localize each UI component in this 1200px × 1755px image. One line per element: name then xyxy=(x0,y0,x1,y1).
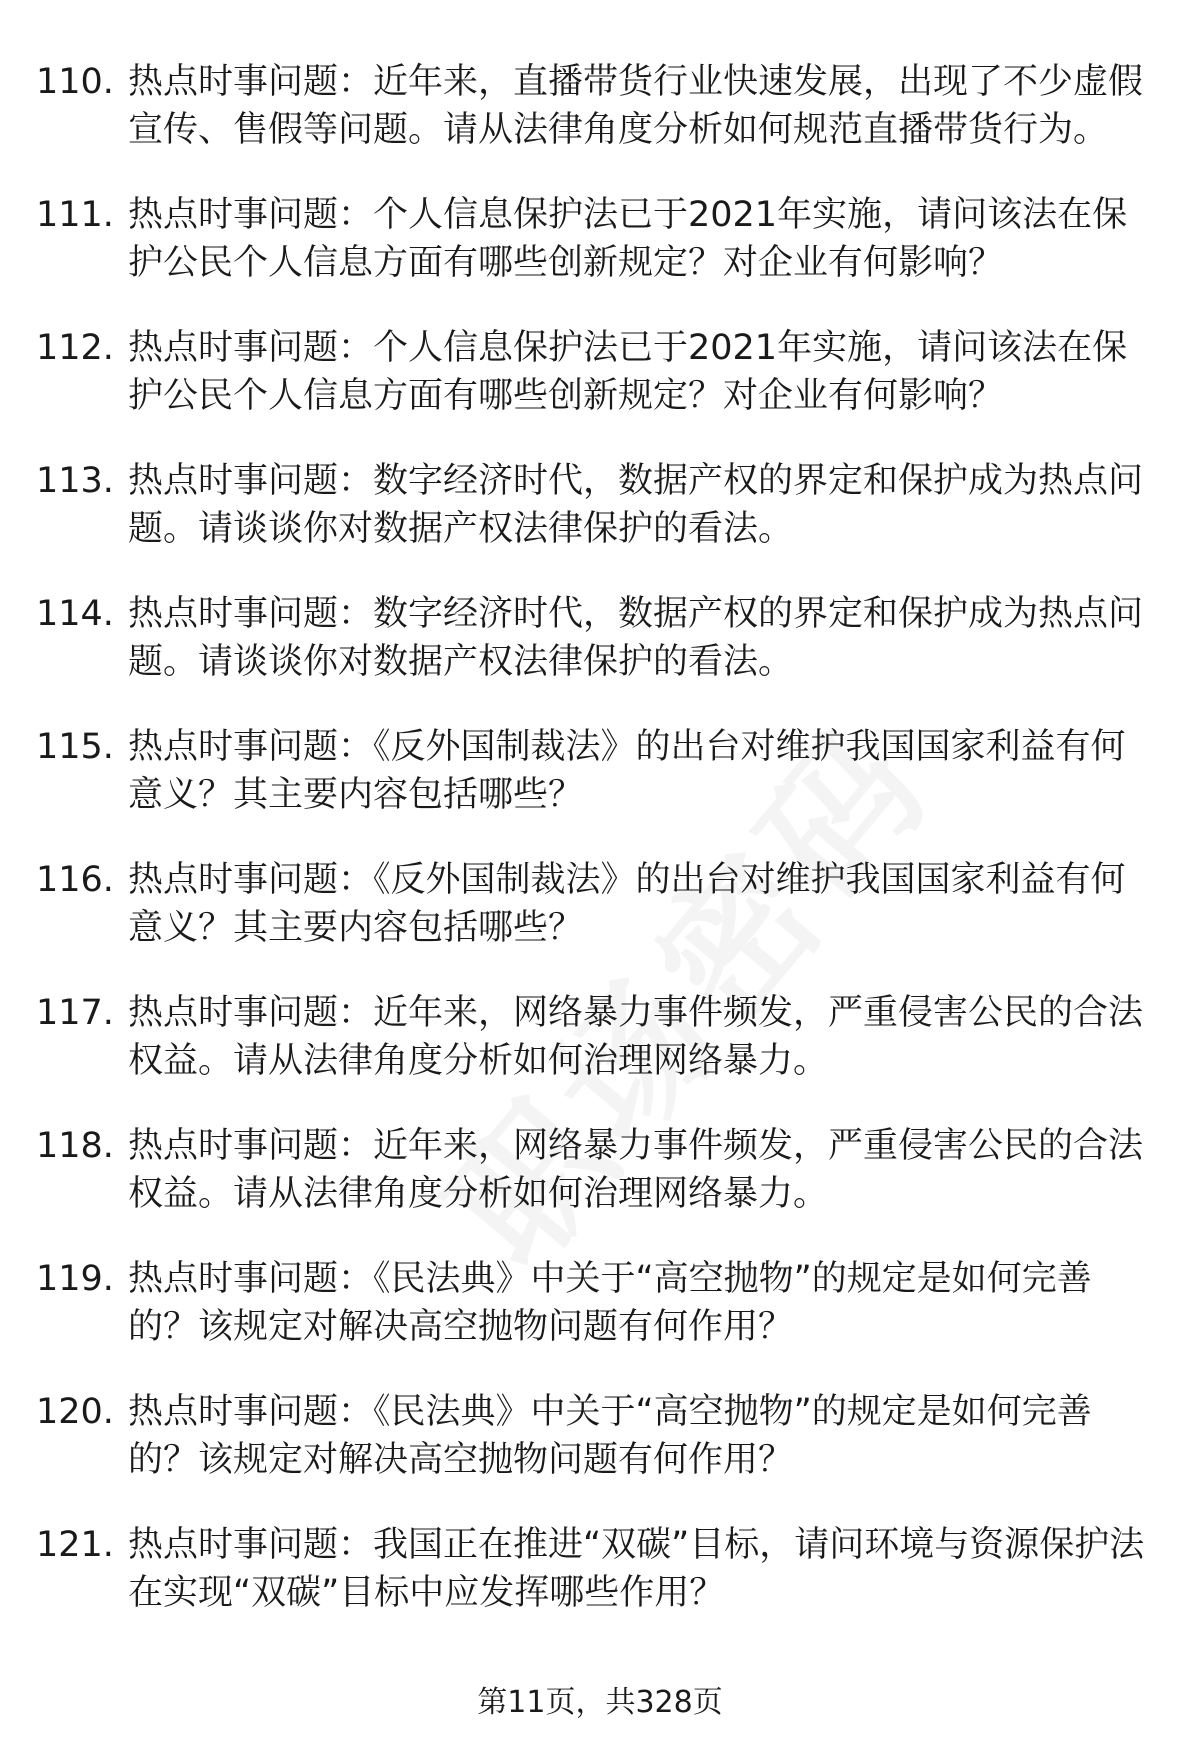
question-item xyxy=(36,457,1156,553)
question-number: 118. xyxy=(36,1126,114,1166)
question-text: 热点时事问题：数字经济时代，数据产权的界定和保护成为热点问题。请谈谈你对数据产权法律保护的看法。 xyxy=(128,594,1144,682)
question-item xyxy=(36,1521,1156,1617)
question-number: 115. xyxy=(36,727,114,767)
question-text: 热点时事问题：《反外国制裁法》的出台对维护我国国家利益有何意义？其主要内容包括哪些？ xyxy=(128,860,1126,948)
question-text: 热点时事问题：我国正在推进“双碳”目标，请问环境与资源保护法在实现“双碳”目标中应发挥哪些作用？ xyxy=(128,1525,1145,1613)
question-number: 114. xyxy=(36,594,114,634)
question-list xyxy=(36,58,1156,1654)
question-number: 111. xyxy=(36,195,114,235)
question-item xyxy=(36,1388,1156,1484)
question-text: 热点时事问题：近年来，网络暴力事件频发，严重侵害公民的合法权益。请从法律角度分析如何治理网络暴力。 xyxy=(128,993,1144,1081)
question-text: 热点时事问题：个人信息保护法已于2021年实施，请问该法在保护公民个人信息方面有哪些创新规定？对企业有何影响？ xyxy=(128,195,1128,283)
question-item xyxy=(36,723,1156,819)
question-text: 热点时事问题：近年来，网络暴力事件频发，严重侵害公民的合法权益。请从法律角度分析如何治理网络暴力。 xyxy=(128,1126,1144,1214)
question-item xyxy=(36,191,1156,287)
question-item xyxy=(36,324,1156,420)
question-number: 112. xyxy=(36,328,114,368)
question-item xyxy=(36,1255,1156,1351)
question-number: 110. xyxy=(36,62,114,102)
question-item xyxy=(36,58,1156,154)
question-number: 119. xyxy=(36,1259,114,1299)
question-item xyxy=(36,590,1156,686)
question-text: 热点时事问题：近年来，直播带货行业快速发展，出现了不少虚假宣传、售假等问题。请从法律角度分析如何规范直播带货行为。 xyxy=(128,62,1144,150)
question-text: 热点时事问题：个人信息保护法已于2021年实施，请问该法在保护公民个人信息方面有哪些创新规定？对企业有何影响？ xyxy=(128,328,1128,416)
question-text: 热点时事问题：《民法典》中关于“高空抛物”的规定是如何完善的？该规定对解决高空抛物问题有何作用？ xyxy=(128,1259,1092,1347)
question-item xyxy=(36,1122,1156,1218)
question-number: 116. xyxy=(36,860,114,900)
question-item xyxy=(36,856,1156,952)
question-item xyxy=(36,989,1156,1085)
question-number: 113. xyxy=(36,461,114,501)
question-number: 120. xyxy=(36,1392,114,1432)
question-text: 热点时事问题：《民法典》中关于“高空抛物”的规定是如何完善的？该规定对解决高空抛物问题有何作用？ xyxy=(128,1392,1092,1480)
page-number-footer: 第11页，共328页 xyxy=(477,1685,723,1720)
question-text: 热点时事问题：数字经济时代，数据产权的界定和保护成为热点问题。请谈谈你对数据产权法律保护的看法。 xyxy=(128,461,1144,549)
question-text: 热点时事问题：《反外国制裁法》的出台对维护我国国家利益有何意义？其主要内容包括哪些？ xyxy=(128,727,1126,815)
question-number: 117. xyxy=(36,993,114,1033)
question-number: 121. xyxy=(36,1525,114,1565)
